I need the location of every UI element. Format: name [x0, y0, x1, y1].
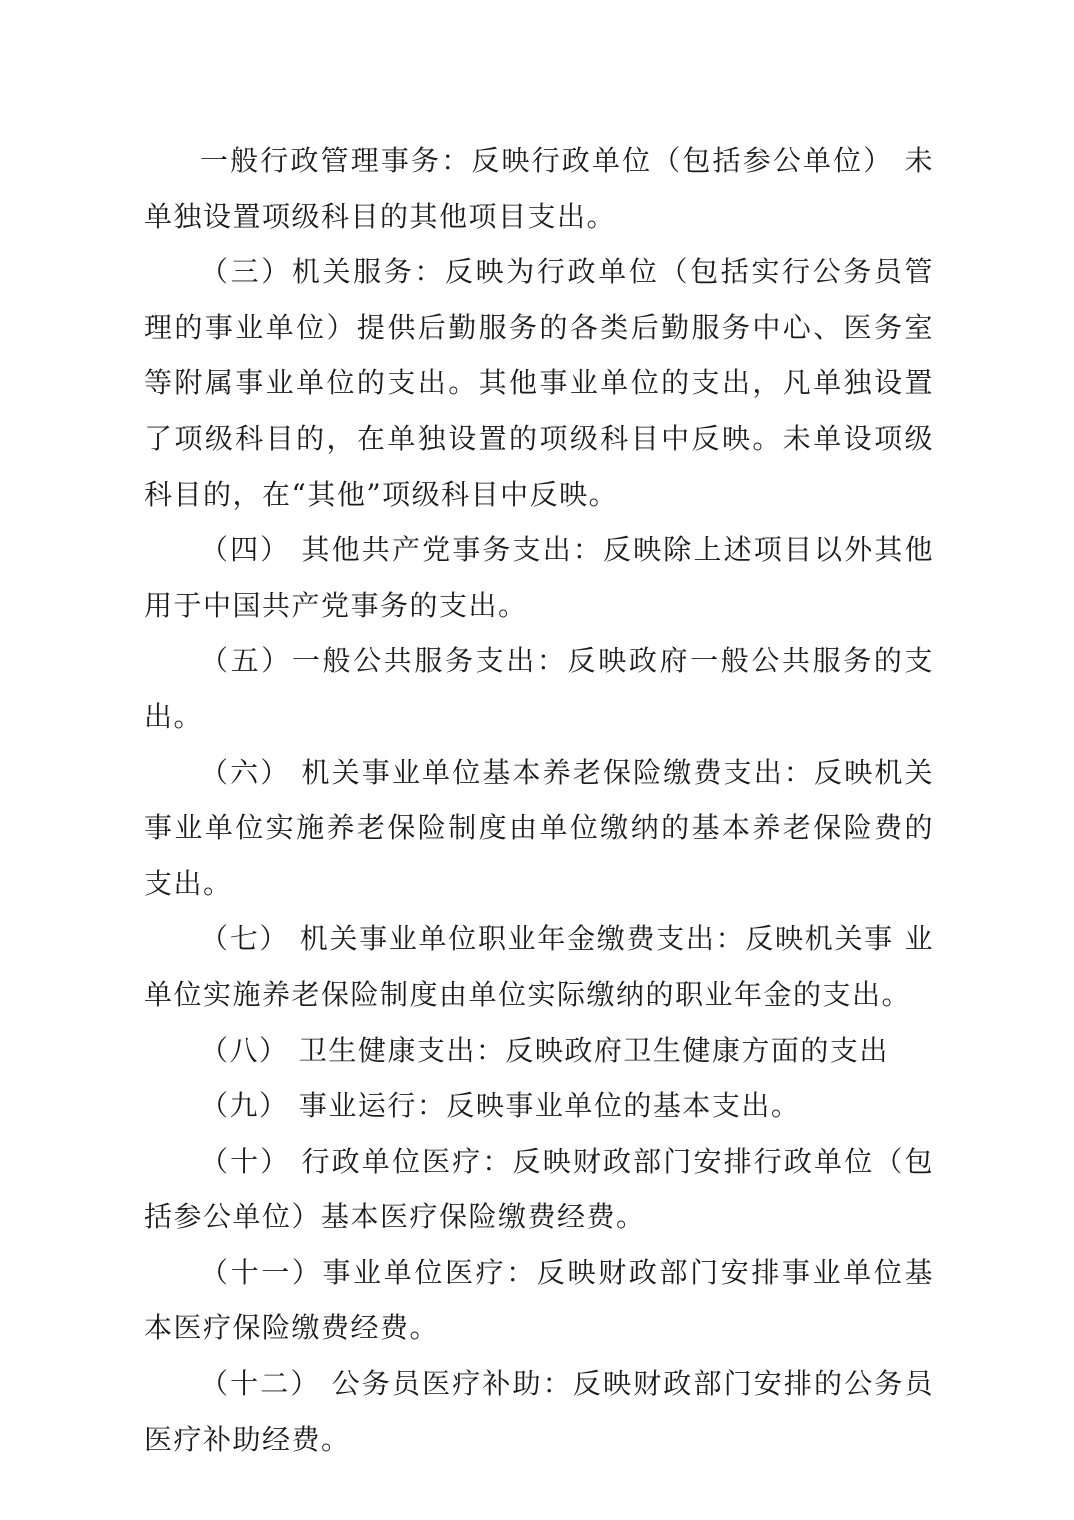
paragraph-item-5: （五）一般公共服务支出：反映政府一般公共服务的支出。 [144, 644, 934, 733]
paragraph-general-admin: 一般行政管理事务：反映行政单位（包括参公单位） 未单独设置项级科目的其他项目支出。 [144, 144, 934, 233]
paragraph-item-3: （三）机关服务：反映为行政单位（包括实行公务员管理的事业单位）提供后勤服务的各类后勤服务中心、医务室等附属事业单位的支出。其他事业单位的支出，凡单独设置了项级科目的，在单独设置的项级科目中反映。未单设项级科目的，在“其他”项级科目中反映。 [144, 255, 934, 511]
paragraph-item-12: （十二） 公务员医疗补助：反映财政部门安排的公务员医疗补助经费。 [144, 1367, 934, 1456]
paragraph-item-4: （四） 其他共产党事务支出：反映除上述项目以外其他用于中国共产党事务的支出。 [144, 533, 934, 622]
paragraph-item-6: （六） 机关事业单位基本养老保险缴费支出：反映机关事业单位实施养老保险制度由单位缴纳的基本养老保险费的支出。 [144, 755, 934, 900]
paragraph-item-8: （八） 卫生健康支出：反映政府卫生健康方面的支出 [200, 1033, 889, 1067]
paragraph-item-10: （十） 行政单位医疗：反映财政部门安排行政单位（包括参公单位）基本医疗保险缴费经费。 [144, 1144, 934, 1234]
paragraph-item-11: （十一）事业单位医疗：反映财政部门安排事业单位基本医疗保险缴费经费。 [144, 1255, 934, 1345]
paragraph-item-9: （九） 事业运行：反映事业单位的基本支出。 [200, 1089, 801, 1123]
document-body [144, 133, 934, 1467]
paragraph-item-7: （七） 机关事业单位职业年金缴费支出：反映机关事 业单位实施养老保险制度由单位实际缴纳的职业年金的支出。 [144, 922, 934, 1011]
